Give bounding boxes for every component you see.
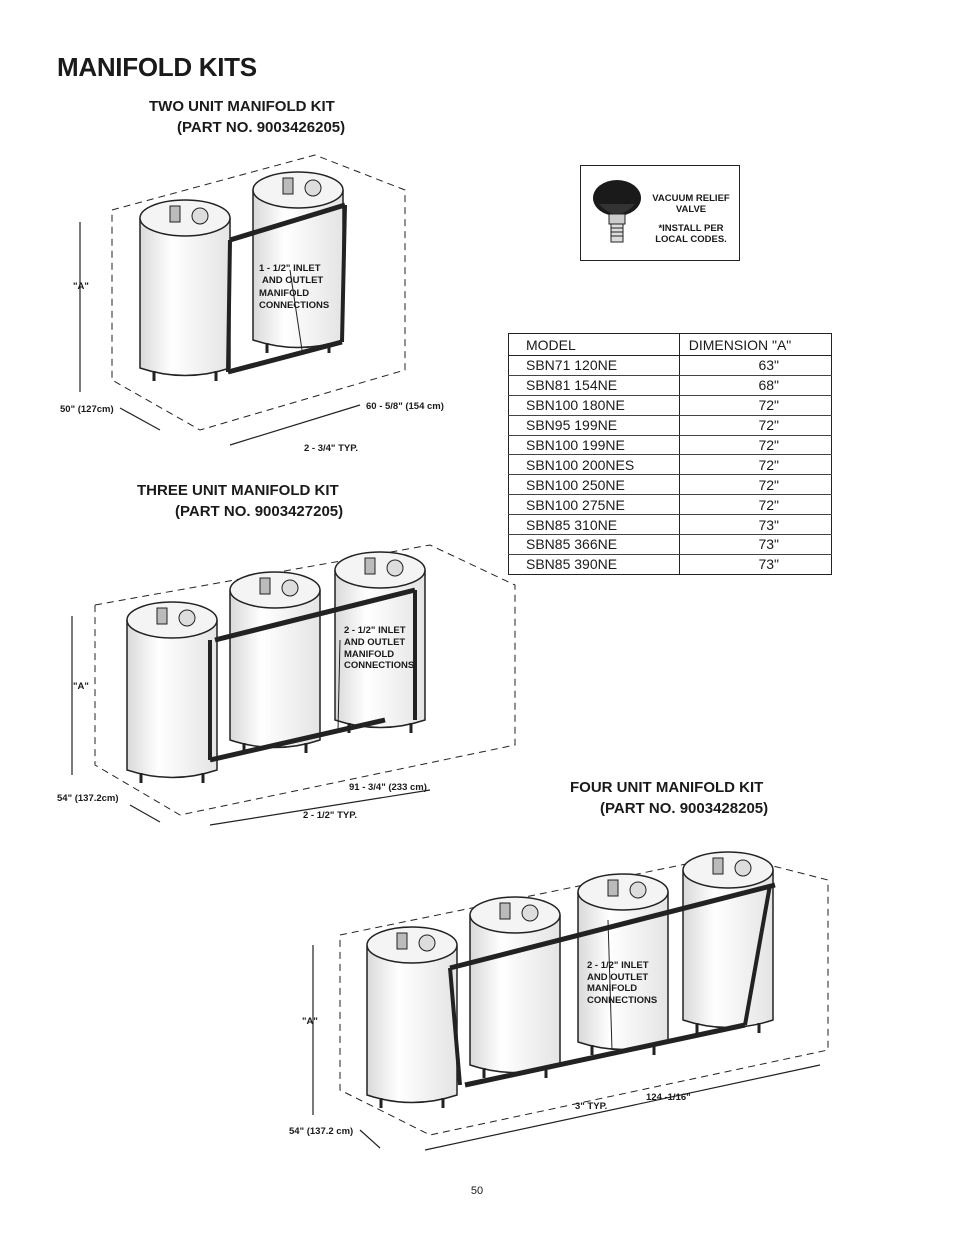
four-unit-kit-name: FOUR UNIT MANIFOLD KIT (570, 779, 764, 796)
vacuum-relief-valve-icon (585, 168, 647, 258)
three-unit-kit-part-number: (PART NO. 9003427205) (175, 503, 344, 520)
four-unit-diagram (313, 852, 828, 1150)
two-unit-length: 60 - 5/8" (154 cm) (366, 401, 444, 412)
model-cell: SBN85 390NE (526, 556, 618, 573)
four-unit-callout-1: 2 - 1/2" INLET (587, 960, 649, 971)
table-header-row (509, 334, 832, 356)
dimension-cell: 72" (679, 495, 831, 515)
table-row (509, 435, 832, 455)
table-row (509, 515, 832, 535)
vacuum-relief-line3: *INSTALL PER (658, 223, 724, 234)
vacuum-relief-valve-label (643, 193, 739, 245)
dimension-table (508, 333, 832, 575)
model-cell: SBN81 154NE (509, 375, 680, 395)
four-unit-callout-4: CONNECTIONS (587, 995, 658, 1006)
two-unit-spacing: 2 - 3/4" TYP. (304, 443, 358, 454)
three-unit-callout-2: AND OUTLET (344, 637, 406, 648)
two-unit-callout-3: MANIFOLD (259, 288, 310, 299)
table-row (509, 495, 832, 515)
table-row (509, 375, 832, 395)
four-unit-callout-2: AND OUTLET (587, 972, 649, 983)
two-unit-callout-1: 1 - 1/2" INLET (259, 263, 321, 274)
model-cell: SBN100 275NE (509, 495, 680, 515)
model-cell: SBN100 199NE (509, 435, 680, 455)
vacuum-relief-line2: VALVE (675, 204, 707, 215)
two-unit-callout-4: CONNECTIONS (259, 300, 330, 311)
model-cell: SBN100 180NE (509, 395, 680, 415)
dimension-cell: 72" (679, 395, 831, 415)
three-unit-callout-3: MANIFOLD (344, 649, 395, 660)
dimension-cell: 72" (679, 475, 831, 495)
four-unit-spacing: 3" TYP. (575, 1101, 608, 1112)
dimension-cell: 72" (679, 455, 831, 475)
two-unit-dim-a: "A" (73, 281, 89, 292)
three-unit-spacing: 2 - 1/2" TYP. (303, 810, 357, 821)
dimension-cell: 73" (679, 515, 831, 535)
two-unit-diagram (80, 155, 405, 445)
two-unit-kit-name: TWO UNIT MANIFOLD KIT (149, 98, 335, 115)
page-title: MANIFOLD KITS (57, 52, 257, 82)
four-unit-dim-a: "A" (302, 1016, 318, 1027)
three-unit-depth: 54" (137.2cm) (57, 793, 119, 804)
model-cell: SBN95 199NE (509, 415, 680, 435)
table-row (509, 455, 832, 475)
dimension-cell: 68" (679, 375, 831, 395)
dimension-cell: 73" (679, 535, 831, 555)
vacuum-relief-valve-box (580, 165, 740, 261)
three-unit-callout-4: CONNECTIONS (344, 660, 415, 671)
table-row (509, 535, 832, 555)
page-number: 50 (470, 1185, 484, 1197)
model-cell: SBN100 250NE (509, 475, 680, 495)
two-unit-kit-part-number: (PART NO. 9003426205) (177, 119, 346, 136)
table-row (509, 475, 832, 495)
three-unit-callout-1: 2 - 1/2" INLET (344, 625, 406, 636)
dimension-column-header: DIMENSION "A" (679, 334, 831, 356)
two-unit-depth: 50" (127cm) (60, 404, 114, 415)
four-unit-depth: 54" (137.2 cm) (289, 1126, 354, 1137)
four-unit-kit-part-number: (PART NO. 9003428205) (600, 800, 769, 817)
model-cell: SBN85 310NE (509, 515, 680, 535)
vacuum-relief-line4: LOCAL CODES. (655, 234, 727, 245)
model-cell: SBN85 366NE (509, 535, 680, 555)
dimension-cell: 63" (679, 356, 831, 376)
three-unit-kit-name: THREE UNIT MANIFOLD KIT (137, 482, 339, 499)
table-row (509, 554, 832, 574)
four-unit-callout-3: MANIFOLD (587, 983, 638, 994)
three-unit-length: 91 - 3/4" (233 cm) (349, 782, 427, 793)
model-cell: SBN100 200NES (509, 455, 680, 475)
dimension-cell: 72" (679, 435, 831, 455)
vacuum-relief-line1: VACUUM RELIEF (652, 193, 730, 204)
two-unit-callout-2: AND OUTLET (262, 275, 324, 286)
table-row (509, 415, 832, 435)
dimension-cell: 72" (679, 415, 831, 435)
four-unit-length: 124 -1/16" (646, 1092, 691, 1103)
three-unit-dim-a: "A" (73, 681, 89, 692)
three-unit-diagram (72, 545, 515, 825)
dimension-cell: 73" (679, 554, 831, 574)
table-row (509, 356, 832, 376)
model-cell: SBN71 120NE (509, 356, 680, 376)
table-row (509, 395, 832, 415)
model-column-header: MODEL (509, 334, 680, 356)
